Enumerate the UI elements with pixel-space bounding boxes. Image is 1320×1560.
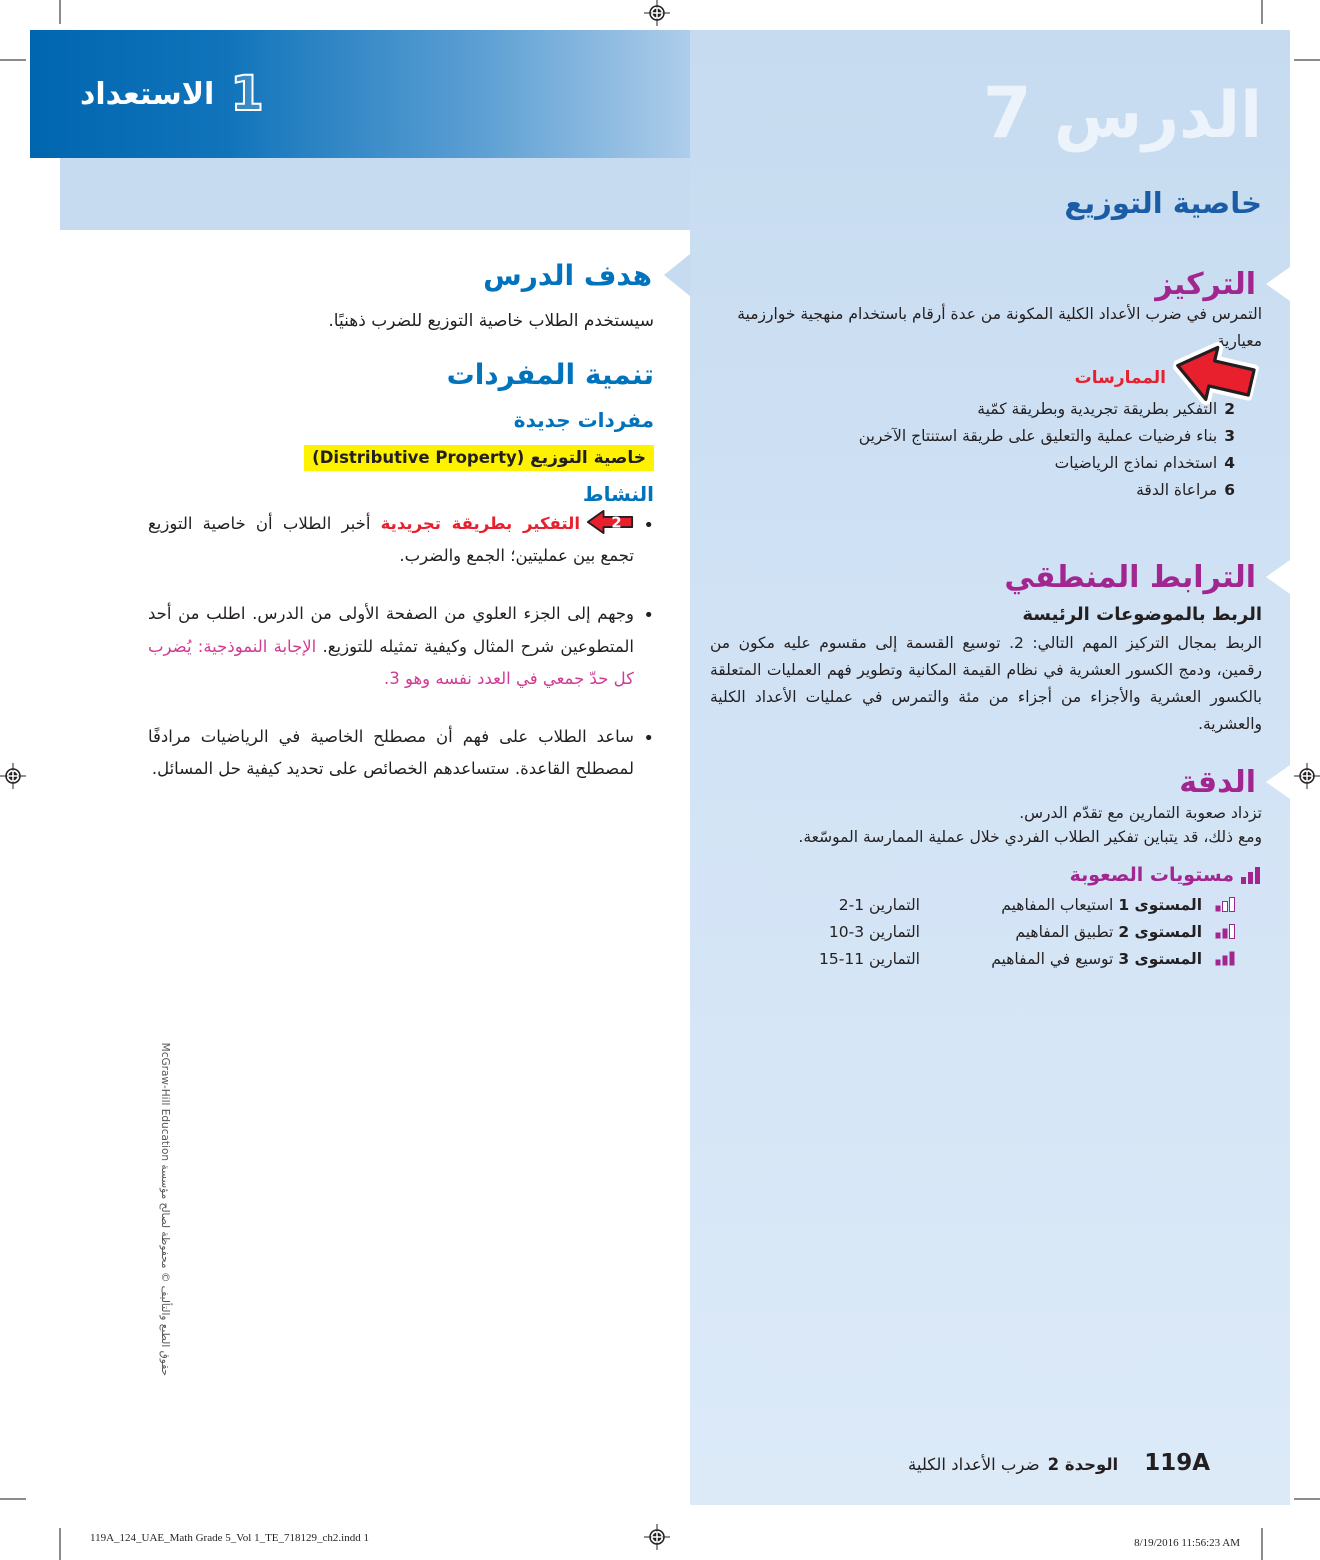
copyright-notice: حقوق الطبع والتأليف © محفوظة لصالح مؤسسة McGraw-Hill Education xyxy=(159,1042,171,1376)
practice-item: 6مراعاة الدقة xyxy=(1136,481,1235,499)
level-row: المستوى 2 تطبيق المفاهيم التمارين 3-10 xyxy=(710,923,1235,949)
crop-mark xyxy=(59,0,61,24)
step-number: 1 xyxy=(230,66,264,122)
difficulty-levels-heading: مستويات الصعوبة xyxy=(1070,864,1262,886)
page xyxy=(30,30,1290,1505)
coherence-body: الربط بمجال التركيز المهم التالي: 2. توسيع القسمة إلى مقسوم عليه مكون من رقمين، ودمج الكسور العشرية في نظام القيمة المكانية وتطوير فهم العمليات المتعلقة بالكسور العشرية والأجزاء من أجزاء من مئة والتمرس في عمليات الأعداد الكلية والعشرية. xyxy=(710,634,1262,734)
lesson-title: خاصية التوزيع xyxy=(1064,186,1262,220)
level-row: المستوى 3 توسيع في المفاهيم التمارين 11-15 xyxy=(710,950,1235,976)
coherence-section-heading xyxy=(1004,560,1290,594)
activity-bullet: • وجهم إلى الجزء العلوي من الصفحة الأولى من الدرس. اطلب من أحد المتطوعين شرح المثال وكيفية تمثيله للتوزيع. الإجابة النموذجية: يُضرب كل حدّ جمعي في العدد نفسه وهو 3. xyxy=(148,598,654,695)
focus-body: التمرس في ضرب الأعداد الكلية المكونة من عدة أرقام باستخدام منهجية خوارزمية معيارية. xyxy=(737,305,1262,351)
step-banner xyxy=(30,30,690,158)
banner-tab xyxy=(60,158,690,230)
unit-title: ضرب الأعداد الكلية xyxy=(908,1455,1040,1474)
section-pointer-icon xyxy=(1266,560,1290,594)
lesson-number: 7 xyxy=(982,72,1032,154)
objective-body: سيستخدم الطلاب خاصية التوزيع للضرب ذهنيًا. xyxy=(328,311,654,331)
crop-mark xyxy=(0,1498,26,1500)
lesson-label: الدرس xyxy=(1053,79,1262,153)
practice-item: 4استخدام نماذج الرياضيات xyxy=(1054,454,1235,472)
level-2-bars-icon xyxy=(1215,923,1235,939)
lesson-header xyxy=(983,72,1262,154)
coherence-subheading: الربط بالموضوعات الرئيسة xyxy=(1022,604,1262,625)
section-pointer-icon xyxy=(664,254,690,296)
activity-bullet: • ساعد الطلاب على فهم أن مصطلح الخاصية في الرياضيات مرادفًا لمصطلح القاعدة. ستساعدهم الخصائص على تحديد كيفية حل المسائل. xyxy=(148,721,654,785)
registration-mark-icon xyxy=(0,763,26,789)
vocab-term: خاصية التوزيع (Distributive Property) xyxy=(304,445,654,471)
crop-mark xyxy=(1294,1498,1320,1500)
practice-item: 3بناء فرضيات عملية والتعليق على طريقة استنتاج الآخرين xyxy=(858,427,1235,445)
level-exercises: التمارين 11-15 xyxy=(819,950,920,968)
objective-heading: هدف الدرس xyxy=(483,258,652,292)
crop-mark xyxy=(1261,1528,1263,1560)
file-info: 119A_124_UAE_Math Grade 5_Vol 1_TE_718129_ch2.indd 1 xyxy=(90,1532,369,1544)
activity-bullet: • 2 التفكير بطريقة تجريدية أخبر الطلاب أن خاصية التوزيع تجمع بين عمليتين؛ الجمع والضرب. xyxy=(148,508,654,572)
level-row: المستوى 1 استيعاب المفاهيم التمارين 1-2 xyxy=(710,896,1235,922)
vocab-term-english: (Distributive Property) xyxy=(312,448,525,467)
section-pointer-icon xyxy=(1266,267,1290,301)
objective-section-heading xyxy=(483,254,690,296)
practices-list xyxy=(755,396,1235,504)
bar-chart-icon xyxy=(1240,866,1262,884)
rigor-section-heading xyxy=(1179,765,1290,799)
practices-heading: الممارسات xyxy=(1074,368,1166,388)
rigor-line2: ومع ذلك، قد يتباين تفكير الطلاب الفردي خلال عملية الممارسة الموسّعة. xyxy=(798,828,1262,846)
crop-mark xyxy=(1294,59,1320,61)
focus-section-heading xyxy=(1155,267,1290,301)
section-pointer-icon xyxy=(1266,765,1290,799)
print-timestamp: 8/19/2016 11:56:23 AM xyxy=(1134,1537,1240,1549)
level-1-bars-icon xyxy=(1215,896,1235,912)
level-exercises: التمارين 3-10 xyxy=(828,923,920,941)
activity-heading: النشاط xyxy=(582,482,654,506)
sample-answer: الإجابة النموذجية: يُضرب كل حدّ جمعي في العدد نفسه وهو 3. xyxy=(148,636,634,688)
vocab-heading: تنمية المفردات xyxy=(446,358,654,391)
unit-label: الوحدة 2 xyxy=(1047,1455,1119,1474)
level-exercises: التمارين 1-2 xyxy=(838,896,920,914)
crop-mark xyxy=(1261,0,1263,24)
level-3-bars-icon xyxy=(1215,950,1235,966)
registration-mark-icon xyxy=(1294,763,1320,789)
planner-column xyxy=(690,30,1290,1505)
svg-text:2: • 2 xyxy=(611,514,622,532)
activity-bullets xyxy=(148,508,654,811)
registration-mark-icon xyxy=(644,0,670,26)
practice-item: 2التفكير بطريقة تجريدية وبطريقة كمّية xyxy=(977,400,1235,418)
rigor-heading: الدقة xyxy=(1179,764,1256,800)
page-number: 119A xyxy=(1144,1450,1210,1476)
lesson-column xyxy=(30,230,690,1505)
coherence-heading: الترابط المنطقي xyxy=(1004,559,1256,595)
crop-mark xyxy=(0,59,26,61)
practice-2-arrow-badge-icon xyxy=(586,508,634,536)
page-footer xyxy=(908,1450,1210,1476)
step-label: الاستعداد xyxy=(80,76,215,112)
vocab-subheading: مفردات جديدة xyxy=(513,408,654,432)
crop-mark xyxy=(59,1528,61,1560)
registration-mark-icon xyxy=(644,1524,670,1550)
rigor-line1: تزداد صعوبة التمارين مع تقدّم الدرس. xyxy=(1019,804,1262,822)
focus-heading: التركيز xyxy=(1155,266,1256,302)
